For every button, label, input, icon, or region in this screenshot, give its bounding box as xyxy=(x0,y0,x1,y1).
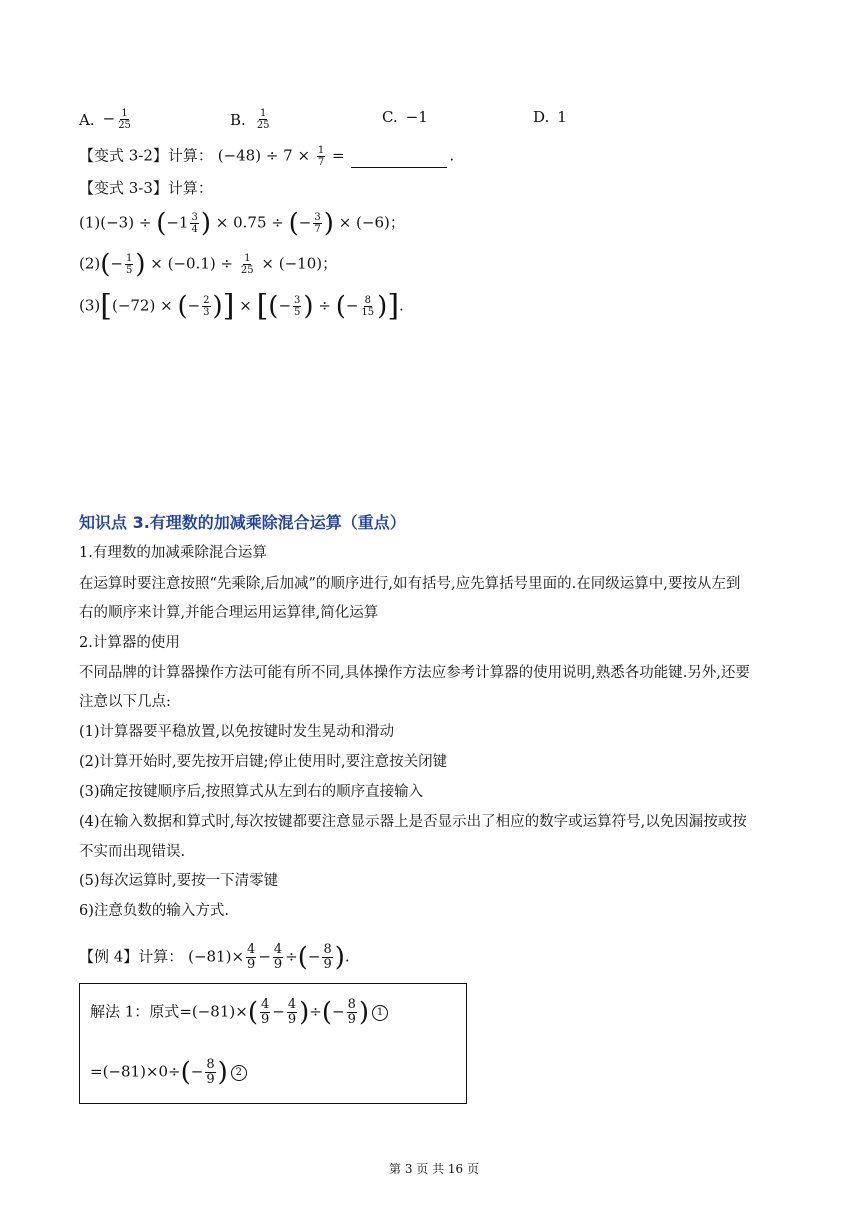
body-line-6: 注意以下几点: xyxy=(79,694,171,710)
choice-value: −1 xyxy=(405,108,428,126)
body-line-12: (5)每次运算时,要按一下清零键 xyxy=(79,873,279,889)
example-label: 【例 4】计算： xyxy=(79,947,184,966)
body-line-5: 不同品牌的计算器操作方法可能有所不同,具体操作方法应参考计算器的使用说明,熟悉各功能键.另外,还要 xyxy=(79,665,750,681)
solution-line-2: =(−81)×0÷(− $\frac{8}{9}$ ) 2 xyxy=(90,1058,247,1087)
fraction: $\frac{8}{15}$ xyxy=(361,295,375,318)
body-line-4: 2.计算器的使用 xyxy=(79,635,180,651)
body-line-3: 右的顺序来计算,并能合理运用运算律,简化运算 xyxy=(79,605,379,621)
body-line-13: 6)注意负数的输入方式. xyxy=(79,903,229,919)
problem-2: (2)(− $\frac{1}{5}$ ) × (−0.1) ÷ $\frac{1}{25}$ × (−10)； xyxy=(79,249,338,280)
fraction: $\frac{8}{9}$ xyxy=(206,1057,215,1087)
body-line-10: (4)在输入数据和算式时,每次按键都要注意显示器上是否显示出了相应的数字或运算符号,以免因漏按或按 xyxy=(79,814,747,830)
section-heading: 知识点 3.有理数的加减乘除混合运算（重点） xyxy=(79,513,406,532)
fraction: $\frac{1}{25}$ xyxy=(240,253,254,276)
choice-letter: C. xyxy=(382,108,398,126)
fraction: $\frac{1}{5}$ xyxy=(125,253,133,276)
step-marker: 1 xyxy=(372,1005,388,1021)
fraction: $\frac{4}{9}$ xyxy=(260,997,270,1027)
choice-a xyxy=(79,108,134,131)
variant-3-3-label: 【变式 3-3】计算： xyxy=(79,179,213,197)
fraction: $\frac{4}{9}$ xyxy=(247,942,256,972)
sign: − xyxy=(102,109,116,128)
body-line-9: (3)确定按键顺序后,按照算式从左到右的顺序直接输入 xyxy=(79,784,424,800)
answer-blank[interactable] xyxy=(351,153,447,168)
variant-3-2: 【变式 3-2】计算： (−48) ÷ 7 × $\frac{1}{7}$ = . xyxy=(79,145,455,168)
body-line-1: 1.有理数的加减乘除混合运算 xyxy=(79,545,267,561)
choice-letter: D. xyxy=(533,108,550,126)
problem-3: (3)[(−72) × (− $\frac{2}{3}$ )] × [(− $\frac{3}{5}$ ) ÷ (− $\frac{8}{15}$ )]. xyxy=(79,288,404,324)
fraction: $\frac{8}{9}$ xyxy=(323,942,332,972)
fraction: $\frac{2}{3}$ xyxy=(203,295,210,318)
choice-value: 1 xyxy=(557,108,567,126)
fraction: $\frac{1}{7}$ xyxy=(317,145,325,168)
fraction: $\frac{3}{4}$ xyxy=(191,212,198,235)
fraction: $\frac{1}{25}$ xyxy=(118,108,131,131)
variant-label: 【变式 3-2】计算： xyxy=(79,146,213,165)
choice-letter: A. xyxy=(79,110,95,129)
choice-c xyxy=(382,108,428,126)
fraction: $\frac{4}{9}$ xyxy=(273,942,283,972)
expr-text: (−48) ÷ 7 × xyxy=(217,146,311,165)
fraction: $\frac{3}{7}$ xyxy=(314,212,321,235)
choice-b xyxy=(230,108,273,131)
example-4: 【例 4】计算： (−81)× $\frac{4}{9}$ − $\frac{4}{9}$ ÷(− $\frac{8}{9}$ ). xyxy=(79,942,350,973)
step-marker: 2 xyxy=(231,1065,247,1081)
choice-d xyxy=(533,108,567,126)
problem-1: (1)(−3) ÷ (−1 $\frac{3}{4}$ ) × 0.75 ÷ (− $\frac{3}{7}$ ) × (−6)； xyxy=(79,208,405,239)
body-line-8: (2)计算开始时,要先按开启键;停止使用时,要注意按关闭键 xyxy=(79,754,448,770)
solution-line-1: 解法 1：原式=(−81)×( $\frac{4}{9}$ − $\frac{4}{9}$ )÷(− $\frac{8}{9}$ ) 1 xyxy=(90,998,388,1027)
choice-letter: B. xyxy=(230,110,246,129)
fraction: $\frac{8}{9}$ xyxy=(347,997,356,1027)
fraction: $\frac{3}{5}$ xyxy=(294,295,301,318)
body-line-11: 不实而出现错误. xyxy=(79,844,186,860)
fraction: $\frac{1}{25}$ xyxy=(256,108,270,131)
equals: = xyxy=(332,146,345,165)
page-footer: 第 3 页 共 16 页 xyxy=(389,1162,479,1176)
body-line-2: 在运算时要注意按照“先乘除,后加减”的顺序进行,如有括号,应先算括号里面的.在同级运算中,要按从左到 xyxy=(79,576,741,592)
fraction: $\frac{4}{9}$ xyxy=(287,997,297,1027)
body-line-7: (1)计算器要平稳放置,以免按键时发生晃动和滑动 xyxy=(79,724,395,740)
